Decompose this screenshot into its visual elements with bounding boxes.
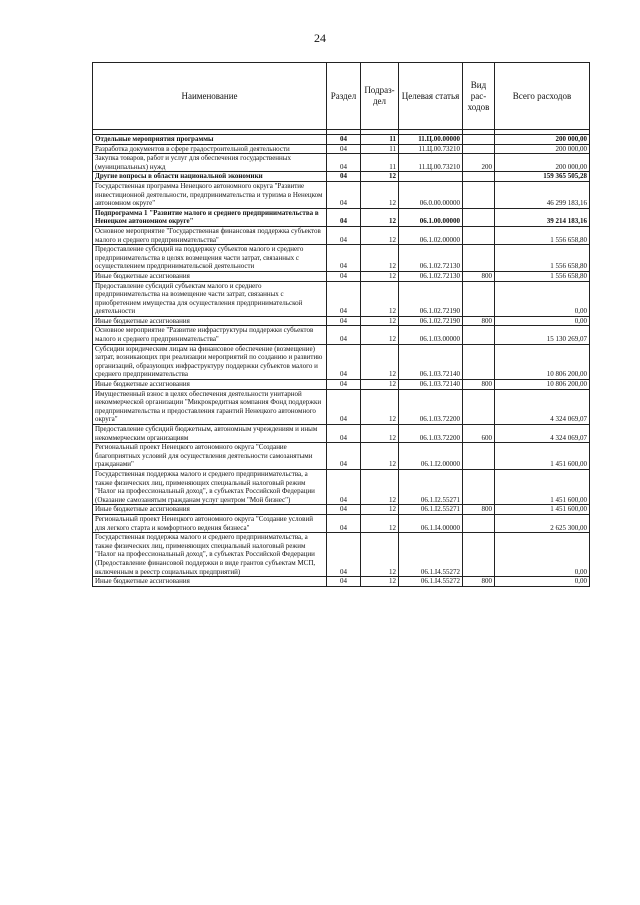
cell-section: 04 [327, 514, 361, 532]
table-row [93, 505, 590, 515]
cell-section: 04 [327, 271, 361, 281]
cell-type [463, 514, 495, 532]
cell-total: 0,00 [495, 316, 590, 326]
cell-total: 10 806 200,00 [495, 344, 590, 379]
cell-subsection: 12 [361, 326, 399, 344]
cell-type: 800 [463, 577, 495, 587]
cell-name: Государственная поддержка малого и среднего предпринимательства, а также физических лиц, применяющих специальный налоговый режим "Налог на профессиональный доход", в субъектах Российской Федерации (Предоставление финансовой поддержки в виде грантов субъектам МСП, включенным в реестр социальных предприятий) [93, 533, 327, 577]
cell-type: 200 [463, 154, 495, 172]
cell-section: 04 [327, 281, 361, 316]
cell-subsection: 12 [361, 505, 399, 515]
cell-total: 0,00 [495, 577, 590, 587]
cell-total: 10 806 200,00 [495, 380, 590, 390]
cell-section: 04 [327, 425, 361, 443]
cell-section: 04 [327, 172, 361, 182]
cell-subsection: 11 [361, 144, 399, 154]
cell-subsection: 12 [361, 245, 399, 272]
table-row [93, 154, 590, 172]
cell-type [463, 135, 495, 145]
cell-total: 0,00 [495, 533, 590, 577]
table-row [93, 380, 590, 390]
cell-subsection: 12 [361, 344, 399, 379]
cell-name: Подпрограмма 1 "Развитие малого и среднего предпринимательства в Ненецком автономном округе" [93, 208, 327, 226]
cell-target: 11.Ц.00.73210 [399, 154, 463, 172]
cell-section: 04 [327, 181, 361, 208]
cell-subsection: 12 [361, 281, 399, 316]
table-row [93, 389, 590, 424]
cell-total: 1 556 658,80 [495, 271, 590, 281]
cell-target: 11.Ц.00.00000 [399, 135, 463, 145]
cell-subsection: 12 [361, 271, 399, 281]
cell-section: 04 [327, 326, 361, 344]
table-row [93, 316, 590, 326]
table-row [93, 514, 590, 532]
cell-total: 1 451 600,00 [495, 443, 590, 470]
cell-target: 06.1.I4.00000 [399, 514, 463, 532]
cell-target: 06.1.I4.55272 [399, 533, 463, 577]
cell-subsection: 11 [361, 154, 399, 172]
table-row [93, 226, 590, 244]
cell-target: 06.1.03.72140 [399, 344, 463, 379]
cell-name: Государственная поддержка малого и среднего предпринимательства, а также физических лиц, применяющих специальный налоговый режим "Налог на профессиональный доход", в субъектах Российской Федерации (Оказание самозанятым гражданам услуг центром "Мой бизнес") [93, 469, 327, 504]
cell-subsection: 12 [361, 425, 399, 443]
cell-name: Предоставление субсидий на поддержку субъектов малого и среднего предпринимательства в целях возмещения части затрат, связанных с осуществлением предпринимательской деятельности [93, 245, 327, 272]
header-total: Всего расходов [495, 63, 590, 130]
cell-type: 600 [463, 425, 495, 443]
cell-name: Отдельные мероприятия программы [93, 135, 327, 145]
cell-section: 04 [327, 245, 361, 272]
cell-name: Региональный проект Ненецкого автономного округа "Создание благоприятных условий для осуществления деятельности самозанятыми гражданами" [93, 443, 327, 470]
header-subsection: Подраз-дел [361, 63, 399, 130]
cell-section: 04 [327, 380, 361, 390]
cell-section: 04 [327, 469, 361, 504]
cell-type [463, 469, 495, 504]
table-row [93, 144, 590, 154]
page-number: 24 [314, 31, 326, 45]
cell-name: Закупка товаров, работ и услуг для обеспечения государственных (муниципальных) нужд [93, 154, 327, 172]
cell-total: 46 299 183,16 [495, 181, 590, 208]
cell-target: 06.1.03.00000 [399, 326, 463, 344]
header-section: Раздел [327, 63, 361, 130]
cell-subsection: 12 [361, 577, 399, 587]
cell-section: 04 [327, 316, 361, 326]
cell-target: 06.1.02.00000 [399, 226, 463, 244]
cell-name: Основное мероприятие "Государственная финансовая поддержка субъектов малого и среднего предпринимательства" [93, 226, 327, 244]
cell-target: 11.Ц.00.73210 [399, 144, 463, 154]
cell-subsection: 12 [361, 389, 399, 424]
cell-total: 1 556 658,80 [495, 226, 590, 244]
cell-type: 800 [463, 505, 495, 515]
cell-total: 1 451 600,00 [495, 469, 590, 504]
cell-section: 04 [327, 208, 361, 226]
table-row [93, 208, 590, 226]
cell-type: 800 [463, 380, 495, 390]
cell-target: 06.1.00.00000 [399, 208, 463, 226]
cell-type [463, 172, 495, 182]
table-row [93, 425, 590, 443]
cell-subsection: 12 [361, 181, 399, 208]
cell-target: 06.1.02.72130 [399, 245, 463, 272]
cell-name: Основное мероприятие "Развитие инфраструктуры поддержки субъектов малого и среднего предпринимательства" [93, 326, 327, 344]
cell-target: 06.1.02.72130 [399, 271, 463, 281]
table-row [93, 245, 590, 272]
cell-section: 04 [327, 154, 361, 172]
cell-total: 4 324 069,07 [495, 425, 590, 443]
cell-name: Предоставление субсидий бюджетным, автономным учреждениям и иным некоммерческим организациям [93, 425, 327, 443]
cell-type: 800 [463, 271, 495, 281]
cell-target: 06.1.I2.55271 [399, 505, 463, 515]
cell-type [463, 389, 495, 424]
cell-section: 04 [327, 135, 361, 145]
cell-name: Субсидии юридическим лицам на финансовое обеспечение (возмещение) затрат, возникающих при реализации мероприятий по созданию и развитию организаций, образующих инфраструктуру поддержки субъектов малого и среднего предпринимательства [93, 344, 327, 379]
cell-target: 06.1.I2.55271 [399, 469, 463, 504]
cell-subsection: 12 [361, 316, 399, 326]
cell-total: 4 324 069,07 [495, 389, 590, 424]
cell-target [399, 172, 463, 182]
cell-subsection: 12 [361, 469, 399, 504]
cell-subsection: 12 [361, 443, 399, 470]
cell-name: Разработка документов в сфере градостроительной деятельности [93, 144, 327, 154]
cell-total: 2 625 300,00 [495, 514, 590, 532]
cell-type [463, 281, 495, 316]
cell-subsection: 12 [361, 380, 399, 390]
cell-name: Государственная программа Ненецкого автономного округа "Развитие инвестиционной деятельности, предпринимательства и туризма в Ненецком автономном округе" [93, 181, 327, 208]
cell-name: Иные бюджетные ассигнования [93, 577, 327, 587]
cell-type [463, 181, 495, 208]
cell-total: 200 000,00 [495, 154, 590, 172]
cell-name: Имущественный взнос в целях обеспечения деятельности унитарной некоммерческой организации "Микрокредитная компания Фонд поддержки предпринимательства и предоставления гарантий Ненецкого автономного округа" [93, 389, 327, 424]
table-row [93, 533, 590, 577]
cell-section: 04 [327, 533, 361, 577]
table-row [93, 172, 590, 182]
cell-target: 06.1.I4.55272 [399, 577, 463, 587]
cell-name: Региональный проект Ненецкого автономного округа "Создание условий для легкого старта и комфортного ведения бизнеса" [93, 514, 327, 532]
cell-subsection: 12 [361, 208, 399, 226]
cell-name: Иные бюджетные ассигнования [93, 380, 327, 390]
cell-subsection: 12 [361, 226, 399, 244]
cell-name: Иные бюджетные ассигнования [93, 505, 327, 515]
cell-total: 1 451 600,00 [495, 505, 590, 515]
table-row [93, 135, 590, 145]
cell-total: 200 000,00 [495, 144, 590, 154]
cell-name: Иные бюджетные ассигнования [93, 271, 327, 281]
header-row [93, 63, 590, 130]
cell-target: 06.1.03.72140 [399, 380, 463, 390]
table-row [93, 344, 590, 379]
table-row [93, 577, 590, 587]
cell-name: Иные бюджетные ассигнования [93, 316, 327, 326]
table-row [93, 443, 590, 470]
table-row [93, 181, 590, 208]
cell-section: 04 [327, 389, 361, 424]
budget-table [92, 62, 590, 587]
cell-total: 1 556 658,80 [495, 245, 590, 272]
table-row [93, 469, 590, 504]
cell-type [463, 344, 495, 379]
table-row [93, 326, 590, 344]
cell-section: 04 [327, 344, 361, 379]
cell-section: 04 [327, 505, 361, 515]
header-target: Целевая статья [399, 63, 463, 130]
cell-total: 0,00 [495, 281, 590, 316]
header-type: Вид рас-ходов [463, 63, 495, 130]
cell-type [463, 533, 495, 577]
cell-target: 06.1.I2.00000 [399, 443, 463, 470]
cell-type [463, 144, 495, 154]
cell-section: 04 [327, 226, 361, 244]
cell-type [463, 326, 495, 344]
cell-type: 800 [463, 316, 495, 326]
table-row [93, 271, 590, 281]
cell-type [463, 208, 495, 226]
cell-total: 200 000,00 [495, 135, 590, 145]
cell-target: 06.1.02.72190 [399, 281, 463, 316]
cell-type [463, 443, 495, 470]
cell-total: 39 214 183,16 [495, 208, 590, 226]
cell-total: 159 365 505,28 [495, 172, 590, 182]
cell-section: 04 [327, 144, 361, 154]
cell-subsection: 12 [361, 533, 399, 577]
table-row [93, 281, 590, 316]
cell-target: 06.1.03.72200 [399, 425, 463, 443]
cell-subsection: 12 [361, 514, 399, 532]
cell-target: 06.1.02.72190 [399, 316, 463, 326]
cell-subsection: 12 [361, 172, 399, 182]
cell-target: 06.0.00.00000 [399, 181, 463, 208]
table-body [93, 130, 590, 587]
cell-total: 15 130 269,07 [495, 326, 590, 344]
cell-subsection: 11 [361, 135, 399, 145]
cell-name: Предоставление субсидий субъектам малого и среднего предпринимательства на возмещение части затрат, связанных с приобретением имущества для осуществления предпринимательской деятельности [93, 281, 327, 316]
header-name: Наименование [93, 63, 327, 130]
cell-target: 06.1.03.72200 [399, 389, 463, 424]
cell-section: 04 [327, 577, 361, 587]
cell-name: Другие вопросы в области национальной экономики [93, 172, 327, 182]
cell-type [463, 245, 495, 272]
cell-section: 04 [327, 443, 361, 470]
cell-type [463, 226, 495, 244]
